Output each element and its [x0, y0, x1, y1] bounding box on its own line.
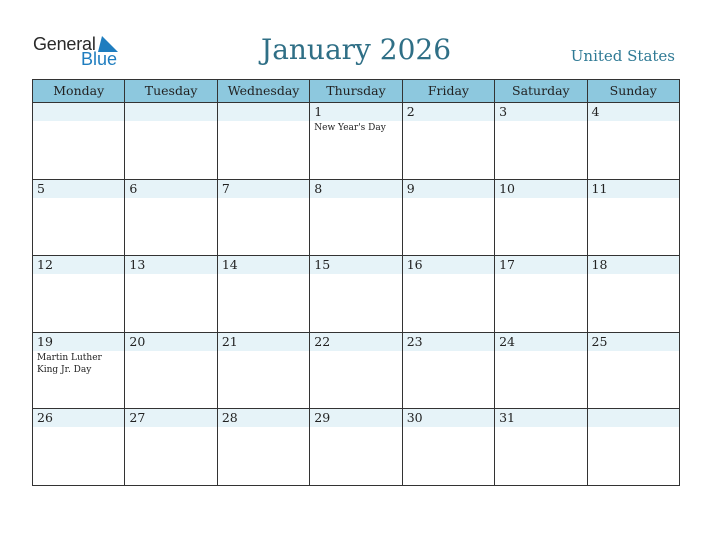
day-header-band	[125, 103, 216, 121]
day-number: 28	[221, 410, 238, 426]
day-number: 20	[129, 333, 146, 349]
weekday-saturday: Saturday	[495, 80, 587, 102]
day-cell	[588, 333, 679, 409]
day-cell	[310, 333, 402, 409]
weekday-tuesday: Tuesday	[125, 80, 217, 102]
day-header-band	[33, 103, 124, 121]
day-number: 6	[129, 180, 138, 196]
day-number: 25	[591, 333, 608, 349]
holiday-label: Martin Luther King Jr. Day	[37, 352, 102, 375]
day-cell	[218, 180, 310, 256]
day-cell	[588, 256, 679, 332]
day-cell	[495, 103, 587, 179]
day-number: 17	[499, 257, 516, 273]
day-cell	[310, 409, 402, 486]
week-row	[33, 103, 679, 180]
day-cell	[125, 409, 217, 486]
day-header-band	[218, 180, 309, 198]
day-number: 29	[314, 410, 331, 426]
day-number: 4	[591, 104, 600, 119]
day-cell	[310, 180, 402, 256]
day-cell	[588, 409, 679, 486]
day-cell	[403, 103, 495, 179]
day-header-band	[403, 103, 494, 121]
week-row	[33, 333, 679, 410]
day-cell	[125, 333, 217, 409]
day-cell	[218, 256, 310, 332]
day-cell	[218, 103, 310, 179]
weekday-monday: Monday	[33, 80, 125, 102]
day-cell	[310, 103, 402, 179]
day-cell	[33, 180, 125, 256]
day-header-band	[403, 180, 494, 198]
weekday-friday: Friday	[403, 80, 495, 102]
day-cell	[495, 409, 587, 486]
day-header-band	[495, 103, 586, 121]
day-header-band	[125, 180, 216, 198]
holiday-label: New Year's Day	[314, 123, 386, 133]
day-number: 22	[314, 333, 331, 349]
country-label: United States	[570, 47, 675, 65]
day-number: 13	[129, 257, 146, 273]
day-number: 7	[221, 180, 230, 196]
day-header-band	[218, 103, 309, 121]
day-number: 3	[499, 104, 508, 119]
weekday-thursday: Thursday	[310, 80, 402, 102]
day-number: 5	[37, 180, 45, 196]
week-row	[33, 409, 679, 486]
day-header-band	[33, 180, 124, 198]
day-cell	[403, 180, 495, 256]
day-number: 8	[314, 180, 323, 196]
weeks-container	[33, 103, 679, 486]
day-number: 14	[221, 257, 238, 273]
calendar-grid	[32, 79, 680, 486]
weekday-header	[33, 80, 679, 103]
day-number: 10	[499, 180, 516, 196]
day-cell	[403, 333, 495, 409]
weekday-wednesday: Wednesday	[218, 80, 310, 102]
day-number: 18	[591, 257, 608, 273]
day-cell	[33, 103, 125, 179]
day-cell	[33, 256, 125, 332]
day-number: 30	[406, 410, 423, 426]
day-cell	[125, 256, 217, 332]
day-header-band	[310, 103, 401, 121]
day-cell	[495, 180, 587, 256]
day-cell	[125, 180, 217, 256]
day-number: 15	[314, 257, 331, 273]
day-cell	[310, 256, 402, 332]
day-number: 1	[314, 104, 323, 119]
day-number: 31	[499, 410, 516, 426]
day-cell	[588, 180, 679, 256]
day-number: 27	[129, 410, 146, 426]
week-row	[33, 256, 679, 333]
day-cell	[218, 409, 310, 486]
logo-text-general: General	[33, 34, 96, 54]
day-cell	[218, 333, 310, 409]
day-header-band	[588, 409, 679, 427]
logo-text-blue: Blue	[81, 49, 118, 69]
day-number: 16	[406, 257, 423, 273]
day-number: 24	[499, 333, 516, 349]
day-number: 12	[37, 257, 53, 273]
day-number: 2	[406, 104, 415, 119]
day-number: 11	[591, 180, 608, 196]
page-title: January 2026	[260, 33, 452, 66]
day-cell	[33, 409, 125, 486]
day-cell	[588, 103, 679, 179]
day-number: 19	[37, 333, 53, 349]
day-header-band	[310, 180, 401, 198]
day-cell	[33, 333, 125, 409]
day-number: 21	[221, 333, 238, 349]
day-cell	[495, 333, 587, 409]
day-header-band	[588, 103, 679, 121]
day-cell	[403, 256, 495, 332]
day-number: 26	[37, 410, 53, 426]
weekday-sunday: Sunday	[609, 83, 657, 98]
day-cell	[403, 409, 495, 486]
week-row	[33, 180, 679, 257]
day-number: 23	[406, 333, 423, 349]
day-number: 9	[406, 180, 415, 196]
day-cell	[125, 103, 217, 179]
day-cell	[495, 256, 587, 332]
